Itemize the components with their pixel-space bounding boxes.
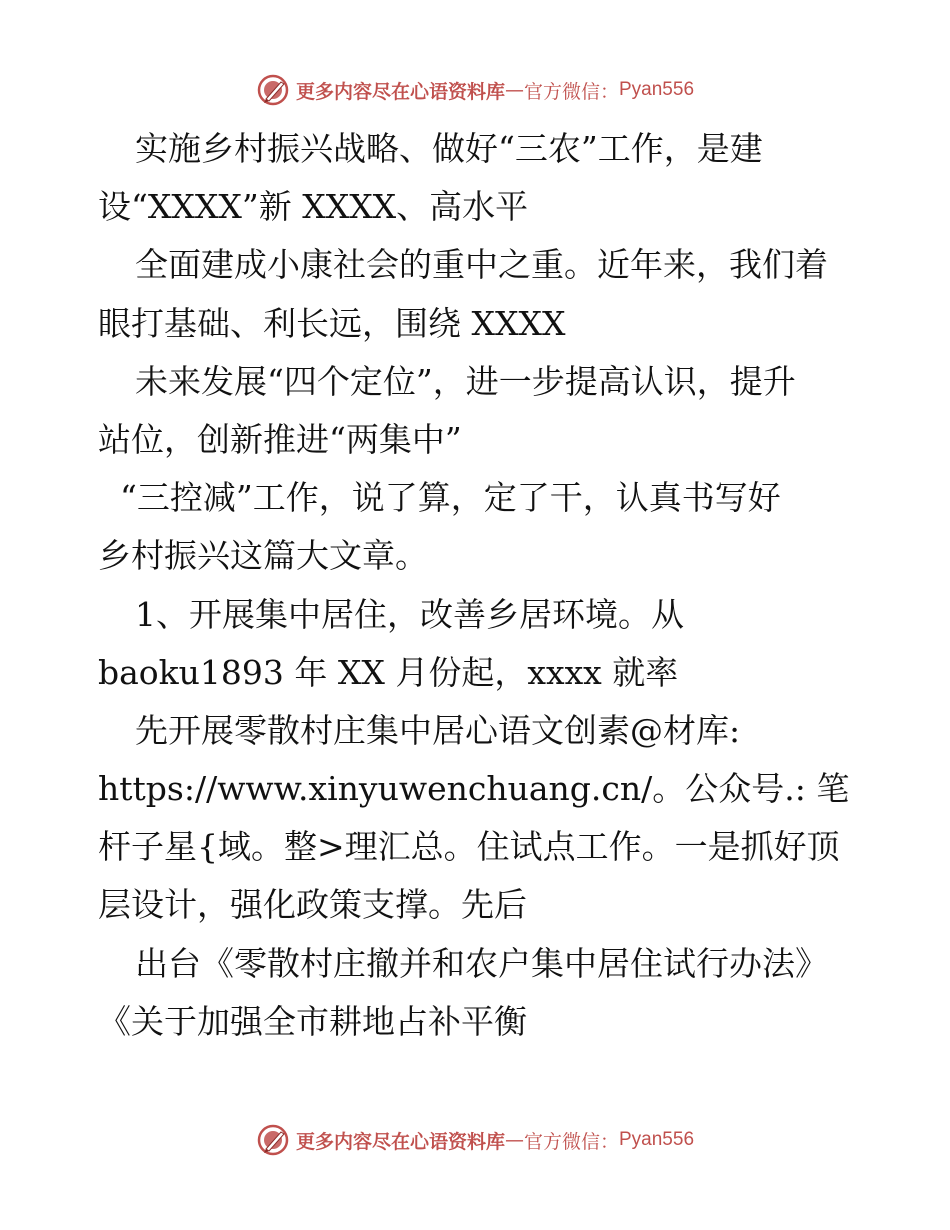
document-body: [98, 120, 858, 1051]
pen-circle-icon: [256, 73, 290, 107]
banner-main-text: 更多内容尽在心语资料库: [295, 1130, 505, 1153]
text-line: 设“XXXX”新 XXXX、高水平: [98, 187, 529, 227]
text-line: 眼打基础、利长远，围绕 XXXX: [98, 303, 566, 343]
banner-main-text: 更多内容尽在心语资料库: [295, 80, 505, 103]
banner-wechat-id: Pyan556: [619, 1129, 695, 1150]
text-line: “三控减”工作，说了算，定了干，认真书写好: [120, 478, 781, 518]
header-banner: [0, 70, 950, 110]
text-line: 《关于加强全市耕地占补平衡: [98, 1001, 527, 1041]
text-line: 层设计，强化政策支撑。先后: [98, 885, 527, 925]
text-line: 杆子星{域。整>理汇总。住试点工作。一是抓好顶: [98, 827, 840, 867]
text-line: 乡村振兴这篇大文章。: [98, 536, 428, 576]
banner-dash: —: [504, 1129, 524, 1151]
text-line: 1、开展集中居住，改善乡居环境。从: [135, 594, 684, 634]
text-line: baoku1893 年 XX 月份起，xxxx 就率: [98, 652, 679, 692]
text-line: 实施乡村振兴战略、做好“三农”工作，是建: [135, 129, 763, 168]
banner-wechat-label: 官方微信：: [523, 1130, 619, 1153]
text-line: https://www.xinyuwenchuang.cn/。公众号.: 笔: [98, 769, 850, 809]
banner-wechat-label: 官方微信：: [523, 80, 619, 103]
text-line: 全面建成小康社会的重中之重。近年来，我们着: [135, 245, 828, 285]
banner-dash: —: [504, 79, 524, 101]
pen-circle-icon: [256, 1123, 290, 1157]
text-line: 先开展零散村庄集中居心语文创素@材库:: [135, 710, 741, 750]
banner-wechat-id: Pyan556: [619, 79, 695, 100]
text-line: 出台《零散村庄撤并和农户集中居住试行办法》: [135, 943, 828, 983]
footer-banner: [0, 1120, 950, 1160]
text-line: 未来发展“四个定位”，进一步提高认识，提升: [135, 361, 796, 401]
text-line: 站位，创新推进“两集中”: [98, 419, 462, 459]
